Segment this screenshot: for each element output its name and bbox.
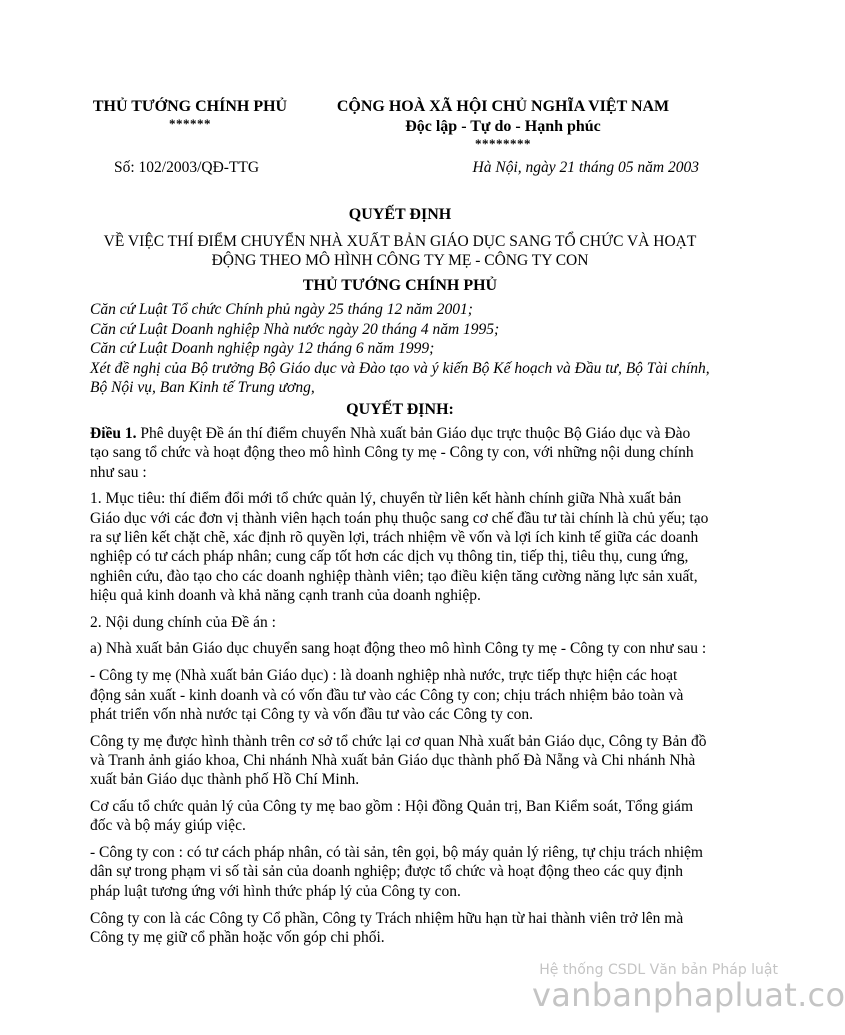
watermark-site: vanbanphapluat.co [532, 976, 845, 1014]
issuer-header [80, 97, 300, 130]
legal-basis-item: Căn cứ Luật Doanh nghiệp ngày 12 tháng 6 năm 1999; [90, 340, 435, 357]
issuer-stars: ****** [169, 116, 211, 131]
legal-basis-item: Xét đề nghị của Bộ trưởng Bộ Giáo dục và Đào tạo và ý kiến Bộ Kế hoạch và Đầu tư, Bộ Tài chính, Bộ Nội vụ, Ban Kinh tế Trung ương, [90, 359, 710, 396]
motto-stars: ******** [475, 136, 531, 151]
legal-bases [90, 300, 710, 398]
document-body [90, 424, 710, 955]
country-name: CỘNG HOÀ XÃ HỘI CHỦ NGHĨA VIỆT NAM [336, 98, 670, 115]
document-number: Số: 102/2003/QĐ-TTG [114, 159, 260, 176]
issuer-name: THỦ TƯỚNG CHÍNH PHỦ [92, 98, 288, 115]
legal-basis-item: Căn cứ Luật Doanh nghiệp Nhà nước ngày 20 tháng 4 năm 1995; [90, 320, 500, 338]
national-motto: Độc lập - Tự do - Hạnh phúc [405, 118, 601, 135]
national-header [318, 97, 688, 150]
body-paragraph: a) Nhà xuất bản Giáo dục chuyển sang hoạt động theo mô hình Công ty mẹ - Công ty con như sau : [90, 640, 707, 658]
body-paragraph: Cơ cấu tổ chức quản lý của Công ty mẹ bao gồm : Hội đồng Quản trị, Ban Kiểm soát, Tổng giám đốc và bộ máy giúp việc. [90, 798, 694, 835]
body-paragraph: 2. Nội dung chính của Đề án : [90, 613, 276, 631]
body-paragraph: - Công ty con : có tư cách pháp nhân, có tài sản, tên gọi, bộ máy quản lý riêng, tự chịu trách nhiệm dân sự trong phạm vi số tài sản của doanh nghiệp; được tổ chức và hoạt động theo các quy định pháp luật tương ứng với hình thức pháp lý của Công ty con. [90, 844, 703, 900]
body-paragraph: 1. Mục tiêu: thí điểm đổi mới tổ chức quản lý, chuyển từ liên kết hành chính giữa Nhà xuất bản Giáo dục với các đơn vị thành viên hạch toán phụ thuộc sang cơ chế đầu tư tài chính là chủ yếu; tạo ra sự liên kết chặt chẽ, xác định rõ quyền lợi, trách nhiệm về vốn và lợi ích kinh tế giữa các doanh nghiệp có tư cách pháp nhân; cung cấp tốt hơn các dịch vụ thông tin, tiếp thị, tiêu thụ, cung ứng, nghiên cứu, đào tạo cho các doanh nghiệp thành viên; tạo điều kiện tăng cường năng lực sản xuất, hiệu quả kinh doanh và khả năng cạnh tranh của doanh nghiệp. [90, 490, 709, 604]
legal-basis-item: Căn cứ Luật Tổ chức Chính phủ ngày 25 tháng 12 năm 2001; [90, 301, 473, 318]
body-paragraph: - Công ty mẹ (Nhà xuất bản Giáo dục) : là doanh nghiệp nhà nước, trực tiếp thực hiện các hoạt động sản xuất - kinh doanh và có vốn đầu tư vào các Công ty con; chịu trách nhiệm bảo toàn và phát triển vốn nhà nước tại Công ty và vốn đầu tư vào các Công ty con. [90, 667, 684, 723]
decision-heading: QUYẾT ĐỊNH: [346, 401, 454, 418]
document-title: QUYẾT ĐỊNH [348, 206, 452, 223]
watermark-caption: Hệ thống CSDL Văn bản Pháp luật [539, 962, 778, 978]
article-1 [90, 424, 710, 482]
article-label: Điều 1. [90, 425, 137, 442]
document-subject: VỀ VIỆC THÍ ĐIỂM CHUYỂN NHÀ XUẤT BẢN GIÁO DỤC SANG TỔ CHỨC VÀ HOẠT ĐỘNG THEO MÔ HÌNH CÔNG TY MẸ - CÔNG TY CON [103, 233, 697, 269]
body-paragraph: Công ty mẹ được hình thành trên cơ sở tổ chức lại cơ quan Nhà xuất bản Giáo dục, Công ty Bản đồ và Tranh ảnh giáo khoa, Chi nhánh Nhà xuất bản Giáo dục thành phố Đà Nẵng và Chi nhánh Nhà xuất bản Giáo dục thành phố Hồ Chí Minh. [90, 732, 707, 789]
place-date: Hà Nội, ngày 21 tháng 05 năm 2003 [472, 159, 699, 176]
issuer-title: THỦ TƯỚNG CHÍNH PHỦ [302, 277, 498, 294]
article-text: Phê duyệt Đề án thí điểm chuyển Nhà xuất bản Giáo dục trực thuộc Bộ Giáo dục và Đào tạo sang tổ chức và hoạt động theo mô hình Công ty mẹ - Công ty con, với những nội dung chính như sau : [90, 425, 694, 481]
body-paragraph: Công ty con là các Công ty Cổ phần, Công ty Trách nhiệm hữu hạn từ hai thành viên trở lên mà Công ty mẹ giữ cổ phần hoặc vốn góp chi phối. [90, 909, 684, 946]
